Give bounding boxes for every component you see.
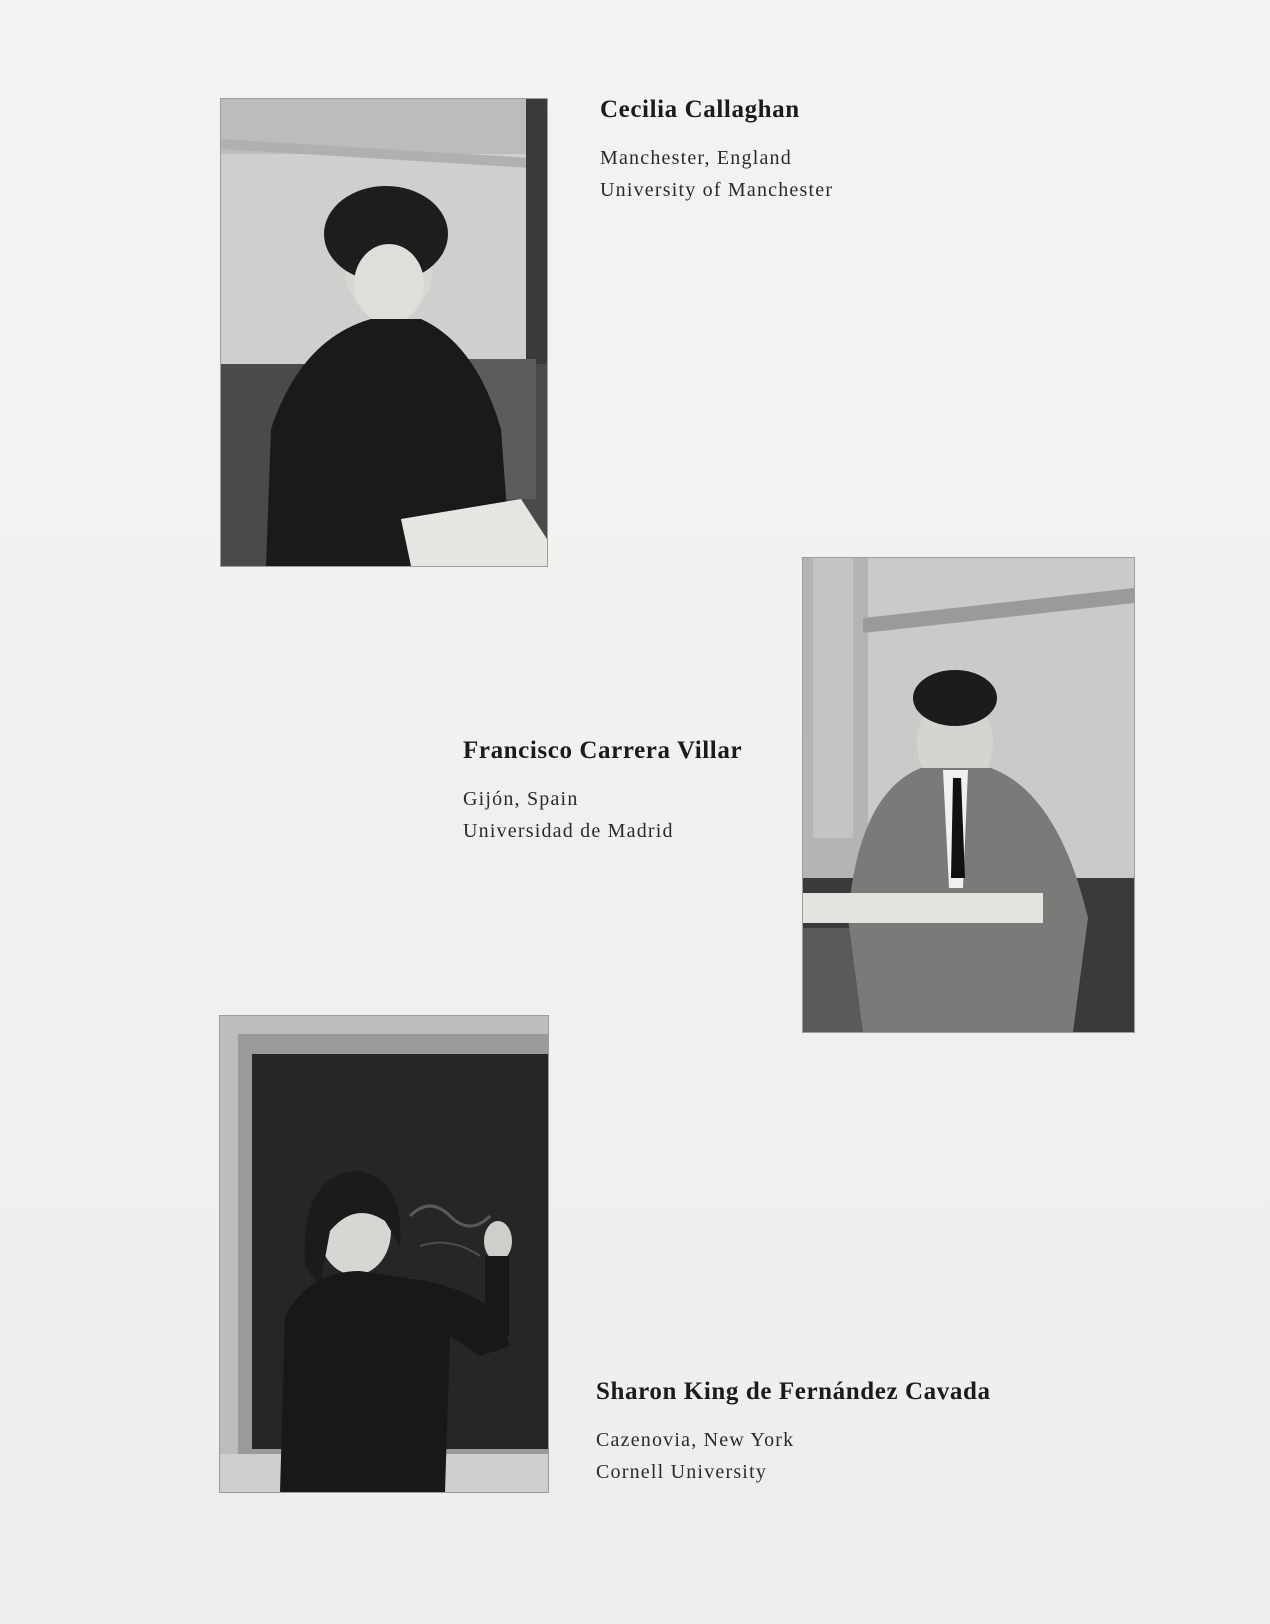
portrait-photo-woman-chalkboard [220, 1016, 548, 1492]
person-institution: University of Manchester [600, 179, 834, 201]
person-location: Cazenovia, New York [596, 1429, 795, 1451]
profile-entry [596, 1378, 991, 1488]
person-name: Cecilia Callaghan [600, 96, 800, 123]
profile-entry [600, 96, 833, 206]
person-location: Gijón, Spain [463, 788, 579, 810]
portrait-photo-woman-seated [221, 99, 547, 566]
person-name: Francisco Carrera Villar [463, 737, 743, 764]
person-name: Sharon King de Fernández Cavada [596, 1378, 991, 1405]
portrait-photo-man-seated [803, 558, 1134, 1032]
profile-entry [463, 737, 742, 847]
person-location: Manchester, England [600, 147, 792, 169]
person-institution: Universidad de Madrid [463, 820, 674, 842]
person-institution: Cornell University [596, 1461, 768, 1483]
